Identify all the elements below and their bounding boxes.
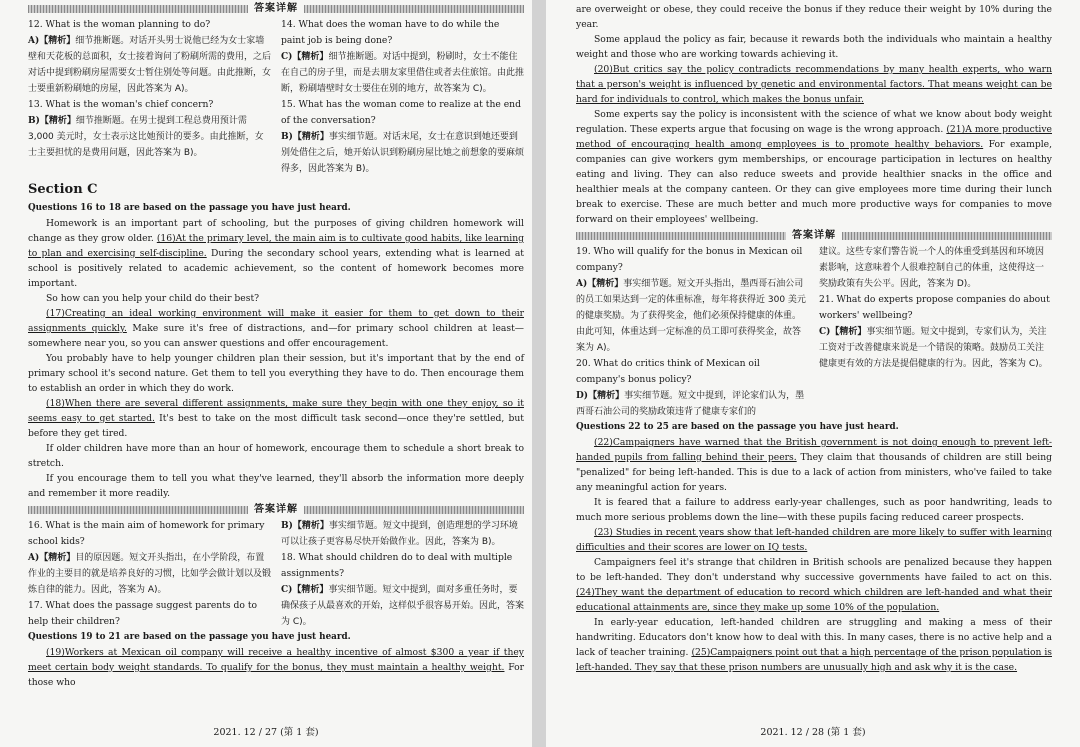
passage-1-para: You probably have to help younger children plan their session, but it's important that by the end of primary school it's second nature. Get them to tell you everything they have to do. Then encourage them to establish an order in which they do work. <box>28 353 524 394</box>
answer-19: A)【精析】事实细节题。短文开头指出，墨西哥石油公司的员工如果达到一定的体重标准，每年将获得近 300 美元的健康奖励。为了获得奖金，他们必须保持健康的体重。由此可知，体重达到一定标准的员工即可获得奖金，故答案为 A)。 <box>576 279 806 353</box>
passage-2-continued <box>576 2 1052 227</box>
passage-2-start: (19)Workers at Mexican oil company will receive a healthy incentive of almost $300 a year if they meet certain body weight standards. To qualify for the bonus, they must maintain a healthy weight. For those who <box>28 647 524 688</box>
answer-18: C)【精析】事实细节题。短文中提到，面对多重任务时，要确保孩子从最喜欢的开始，这样似乎很容易开始。因此，答案为 C)。 <box>281 585 525 627</box>
answer-16: A)【精析】目的原因题。短文开头指出，在小学阶段，布置作业的主要目的就是培养良好的习惯，比如学会做计划以及锻炼自律的能力。因此，答案为 A)。 <box>28 553 272 595</box>
page-footer-right: 2021. 12 / 28 (第 1 套) <box>760 727 866 738</box>
answer-12: A)【精析】细节推断题。对话开头男士说他已经为女士家墙壁和天花板的总面积，女士接着询问了粉刷所需的费用，之后对话中提到粉刷房屋需要女士暂住别处等问题。由此推断，女士要重新粉刷她的房屋，因此答案为 A)。 <box>28 36 272 94</box>
question-17: 17. What does the passage suggest parents do to help their children? <box>28 600 258 627</box>
left-page <box>0 0 532 747</box>
passage-3 <box>576 435 1052 675</box>
answer-17: B)【精析】事实细节题。短文中提到，创造理想的学习环境可以让孩子更容易尽快开始做作业。因此，答案为 B)。 <box>281 521 518 547</box>
passage-2-para: (20)But critics say the policy contradicts recommendations by many health experts, who warn that a person's weight is influenced by genetic and environmental factors. That means weight can be hard for individuals to control, which makes the bonus unfair. <box>576 64 1052 105</box>
answer-banner-bottom-left: 答案详解 <box>28 503 524 516</box>
passage-1-para: (18)When there are several different assignments, make sure they begin with one they enjoy, so it seems easy to get started. It's best to take on the most difficult task second—once they're settled, but before they get tired. <box>28 398 524 439</box>
question-14: 14. What does the woman have to do while the paint job is being done? <box>281 19 500 46</box>
question-18: 18. What should children do to deal with multiple assignments? <box>281 552 513 579</box>
passage-2-para: Some applaud the policy as fair, because it rewards both the individuals who maintain a healthy weight and those who are working towards achieving it. <box>576 34 1052 60</box>
passage-3-para: (23) Studies in recent years show that left-handed children are more likely to suffer with learning difficulties and their scores are lower on IQ tests. <box>576 527 1052 553</box>
passage-2-para: are overweight or obese, they could receive the bonus if they reduce their weight by 10% during the year. <box>576 4 1052 30</box>
passage-1-para: If older children have more than an hour of homework, encourage them to schedule a short break to stretch. <box>28 443 524 469</box>
section-c-title: Section C <box>28 182 98 197</box>
passage-1-para: (17)Creating an ideal working environment will make it easier for them to get down to their assignments quickly. Make sure it's free of distractions, and—for primary school children at least—somewhere near you, so you can answer questions and offer encouragement. <box>28 308 524 349</box>
answer-20-continued: 建议。这些专家们警告说一个人的体重受到基因和环境因素影响，这意味着个人很难控制自己的体重，这使得这一奖励政策有失公平。因此，答案为 D)。 <box>819 247 1045 289</box>
passage-3-para: In early-year education, left-handed children are struggling and making a mess of their handwriting. Educators don't know how to deal with this. In many cases, there is no active help and a lack of teacher training. (25)Campaigners point out that a high percentage of the prison population is left-handed. They say that these prison numbers are unusually high and ask why it is the case. <box>576 617 1052 673</box>
right-page <box>546 0 1080 747</box>
question-20: 20. What do critics think of Mexican oil company's bonus policy? <box>576 358 760 385</box>
answer-banner-top-left: 答案详解 <box>28 2 524 15</box>
question-19: 19. Who will qualify for the bonus in Mexican oil company? <box>576 246 803 273</box>
answer-13: B)【精析】细节推断题。在男士提到工程总费用预计需 3,000 美元时，女士表示这比她预计的要多。由此推断，女士主要担忧的是费用问题，因此答案为 B)。 <box>28 116 264 158</box>
answer-14: C)【精析】细节推断题。对话中提到，粉刷时，女士不能住在自己的房子里，而是去朋友家里借住或者去住旅馆。由此推断，粉刷墙壁时女士要住在别的地方，故答案为 C)。 <box>281 52 525 94</box>
passage-1-para: So how can you help your child do their best? <box>46 293 260 304</box>
question-15: 15. What has the woman come to realize at the end of the conversation? <box>281 99 521 126</box>
answer-20: D)【精析】事实细节题。短文中提到，评论家们认为，墨西哥石油公司的奖励政策违背了健康专家们的 <box>576 391 805 417</box>
question-12: 12. What is the woman planning to do? <box>28 19 211 30</box>
passage-1 <box>28 216 524 501</box>
passage-1-para: Homework is an important part of schooling, but the purposes of giving children homework will change as they grow older. (16)At the primary level, the main aim is to cultivate good habits, like learning to plan and exercising self-discipline. During the secondary school years, extending what is learned at school is positively related to academic achievement, so the content of homework becomes more important. <box>28 218 524 289</box>
passage-3-para: Campaigners feel it's strange that children in British schools are penalized because they happen to be left-handed. They don't understand why successive governments have failed to act on this. (24)They want the department of education to record which children are left-handed and what their educational attainments are, since they make up some 10% of the population. <box>576 557 1052 613</box>
passage-2-para: Some experts say the policy is inconsistent with the science of what we know about body weight regulation. These experts argue that focusing on wage is the wrong approach. (21)A more productive method of encouraging health among employees is to promote healthy behaviors. For example, companies can give workers gym memberships, or encourage participation in lectures on healthy eating and living. They can also reduce sweets and provide healthier snacks in the office and healthier meals at the company canteen. Or they can give employees more time during their lunch break to exercise. These are much better and much more productive ways for companies to move forward on their employees' wellbeing. <box>576 109 1052 225</box>
passage-3-para: It is feared that a failure to address early-year challenges, such as poor handwriting, leads to much more serious problems down the line—with these pupils facing reduced career prospects. <box>576 497 1052 523</box>
answer-21: C)【精析】事实细节题。短文中提到，专家们认为，关注工资对于改善健康来说是一个错误的策略。鼓励员工关注健康更有效的方法是提倡健康的行为。因此，答案为 C)。 <box>819 327 1048 369</box>
question-13: 13. What is the woman's chief concern? <box>28 99 214 110</box>
answer-columns-top <box>28 17 524 177</box>
passage-1-para: If you encourage them to tell you what they've learned, they'll absorb the information more deeply and remember it more readily. <box>28 473 524 499</box>
page-footer-left: 2021. 12 / 27 (第 1 套) <box>213 727 319 738</box>
question-16: 16. What is the main aim of homework for primary school kids? <box>28 520 265 547</box>
answer-15: B)【精析】事实细节题。对话末尾，女士在意识到她还要到别处借住之后，她开始认识到粉刷房屋比她之前想象的要麻烦得多，因此答案为 B)。 <box>281 132 525 174</box>
question-21: 21. What do experts propose companies do about workers' wellbeing? <box>819 294 1050 321</box>
questions-16-18-heading: Questions 16 to 18 are based on the passage you have just heard. <box>28 203 351 213</box>
answer-banner-right: 答案详解 <box>576 229 1052 242</box>
answer-columns-bottom <box>28 518 524 630</box>
questions-19-21-heading: Questions 19 to 21 are based on the passage you have just heard. <box>28 632 351 642</box>
questions-22-25-heading: Questions 22 to 25 are based on the passage you have just heard. <box>576 422 899 432</box>
passage-3-para: (22)Campaigners have warned that the British government is not doing enough to prevent left-handed pupils from falling behind their peers. They claim that thousands of children are still being "penalized" for being left-handed. This is due to a lack of action from ministers, who've failed to take any meaningful action for years. <box>576 437 1053 493</box>
page-gutter <box>532 0 546 747</box>
answer-columns-right <box>576 244 1052 420</box>
